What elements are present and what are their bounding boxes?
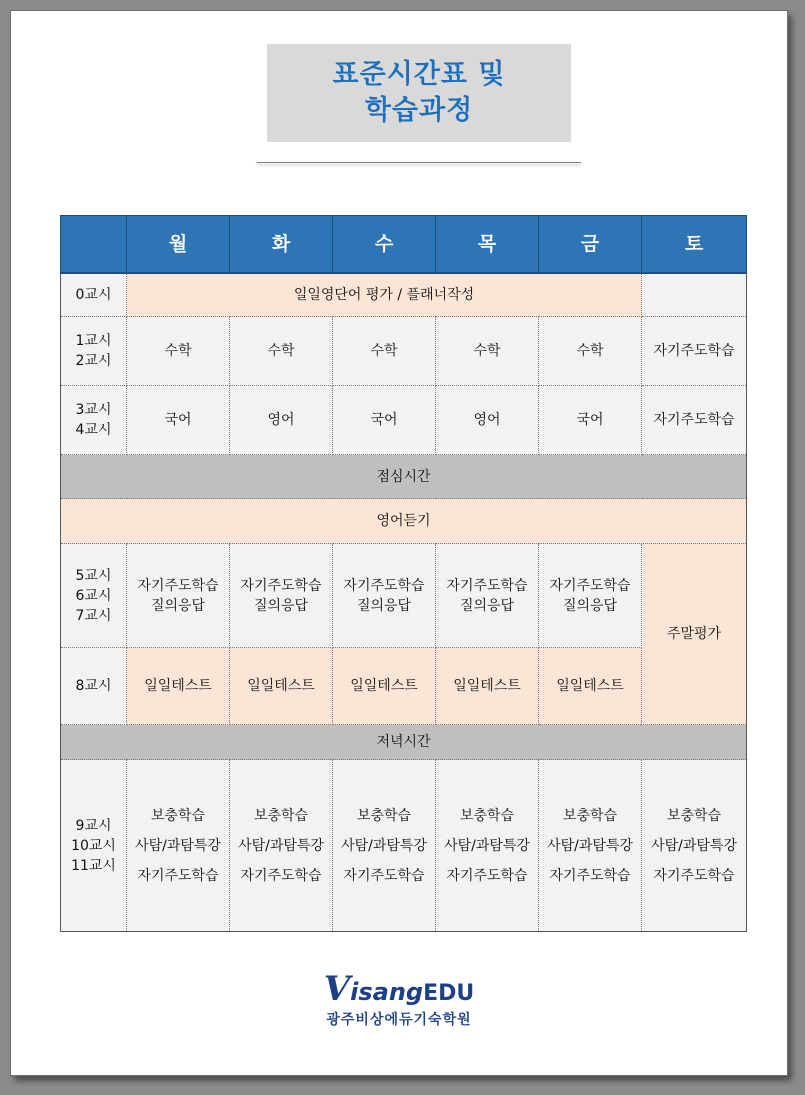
- cell-line: 보충학습: [562, 807, 618, 824]
- cell-line: 사탐/과탐특강: [135, 837, 221, 854]
- cell-evening: [230, 760, 333, 932]
- cell-line: 보충학습: [356, 807, 412, 824]
- cell-line: 사탐/과탐특강: [547, 837, 633, 854]
- cell-line: 자기주도학습: [549, 577, 631, 594]
- cell-subject: 수학: [436, 317, 539, 386]
- row-listening: [61, 499, 747, 544]
- row-period-1-2: [61, 317, 747, 386]
- cell-line: 사탐/과탐특강: [651, 837, 737, 854]
- cell-daily-test: 일일테스트: [230, 648, 333, 725]
- title-line-2: 학습과정: [364, 95, 474, 126]
- academy-name: 광주비상에듀기숙학원: [326, 1012, 472, 1028]
- cell-self-study: [436, 544, 539, 648]
- page-frame: [10, 10, 788, 1076]
- day-fri: 금: [539, 216, 642, 273]
- cell-line: 자기주도학습: [653, 867, 735, 884]
- cell-daily-test: 일일테스트: [333, 648, 436, 725]
- header-corner: [61, 216, 127, 273]
- period-line: 11교시: [71, 857, 116, 874]
- cell-evening: [127, 760, 230, 932]
- period-line: 9교시: [75, 817, 112, 834]
- period-line: 1교시: [75, 333, 112, 349]
- listening-band: 영어듣기: [61, 499, 747, 544]
- cell-line: 자기주도학습: [137, 577, 219, 594]
- cell-self-study: [127, 544, 230, 648]
- cell-subject: 자기주도학습: [642, 317, 747, 386]
- cell-line: 보충학습: [666, 807, 722, 824]
- cell-line: 자기주도학습: [446, 577, 528, 594]
- cell-line: 사탐/과탐특강: [444, 837, 530, 854]
- row-period-9-11: [61, 760, 747, 932]
- period-line: 10교시: [71, 837, 116, 854]
- cell-evening: [539, 760, 642, 932]
- row-period-3-4: [61, 386, 747, 455]
- cell-line: 자기주도학습: [446, 867, 528, 884]
- cell-line: 보충학습: [459, 807, 515, 824]
- cell-evening: [436, 760, 539, 932]
- cell-subject: 국어: [127, 386, 230, 455]
- visang-logo: [11, 969, 787, 1029]
- cell-line: 자기주도학습: [343, 577, 425, 594]
- period-label: [61, 317, 127, 386]
- period-line: 2교시: [75, 353, 112, 369]
- cell-line: 질의응답: [253, 597, 309, 614]
- cell-empty: [642, 273, 747, 317]
- timetable: [60, 215, 747, 932]
- period-line: 7교시: [75, 607, 112, 624]
- cell-subject: 국어: [333, 386, 436, 455]
- logo-isang: isang: [350, 978, 424, 1006]
- period-line: 5교시: [75, 567, 112, 584]
- cell-evening: [642, 760, 747, 932]
- period-line: 6교시: [75, 587, 112, 604]
- cell-line: 자기주도학습: [240, 867, 322, 884]
- row-period-5-7: [61, 544, 747, 648]
- cell-evening: [333, 760, 436, 932]
- cell-line: 보충학습: [253, 807, 309, 824]
- cell-line: 자기주도학습: [240, 577, 322, 594]
- cell-subject: 자기주도학습: [642, 386, 747, 455]
- period-label: 0교시: [61, 273, 127, 317]
- cell-subject: 영어: [230, 386, 333, 455]
- cell-subject: 수학: [539, 317, 642, 386]
- logo-v: V: [323, 969, 351, 1009]
- cell-line: 자기주도학습: [549, 867, 631, 884]
- cell-subject: 수학: [230, 317, 333, 386]
- title-divider: [257, 162, 581, 163]
- dinner-band: 저녁시간: [61, 725, 747, 760]
- cell-subject: 영어: [436, 386, 539, 455]
- cell-line: 사탐/과탐특강: [341, 837, 427, 854]
- day-tue: 화: [230, 216, 333, 273]
- cell-self-study: [230, 544, 333, 648]
- lunch-band: 점심시간: [61, 455, 747, 499]
- cell-daily-test: 일일테스트: [436, 648, 539, 725]
- cell-subject: 수학: [127, 317, 230, 386]
- cell-subject: 수학: [333, 317, 436, 386]
- title-line-1: 표준시간표 및: [332, 59, 506, 90]
- day-sat: 토: [642, 216, 747, 273]
- cell-line: 질의응답: [562, 597, 618, 614]
- period-line: 4교시: [75, 422, 112, 438]
- cell-line: 보충학습: [150, 807, 206, 824]
- cell-line: 질의응답: [356, 597, 412, 614]
- logo-wordmark: [324, 969, 475, 1009]
- cell-subject: 국어: [539, 386, 642, 455]
- cell-daily-test: 일일테스트: [127, 648, 230, 725]
- cell-line: 사탐/과탐특강: [238, 837, 324, 854]
- day-wed: 수: [333, 216, 436, 273]
- period-label: [61, 386, 127, 455]
- day-thu: 목: [436, 216, 539, 273]
- period-label: [61, 544, 127, 648]
- day-mon: 월: [127, 216, 230, 273]
- cell-line: 자기주도학습: [137, 867, 219, 884]
- header-row: [61, 216, 747, 273]
- logo-edu: EDU: [423, 981, 475, 1006]
- cell-self-study: [539, 544, 642, 648]
- period-label: [61, 760, 127, 932]
- row-period-0: [61, 273, 747, 317]
- cell-vocab-planner: 일일영단어 평가 / 플래너작성: [127, 273, 642, 317]
- period-label: 8교시: [61, 648, 127, 725]
- cell-line: 자기주도학습: [343, 867, 425, 884]
- row-dinner: [61, 725, 747, 760]
- cell-line: 질의응답: [459, 597, 515, 614]
- cell-line: 질의응답: [150, 597, 206, 614]
- cell-self-study: [333, 544, 436, 648]
- cell-daily-test: 일일테스트: [539, 648, 642, 725]
- period-line: 3교시: [75, 402, 112, 418]
- row-lunch: [61, 455, 747, 499]
- cell-weekend-test: 주말평가: [642, 544, 747, 725]
- title-box: [267, 44, 571, 142]
